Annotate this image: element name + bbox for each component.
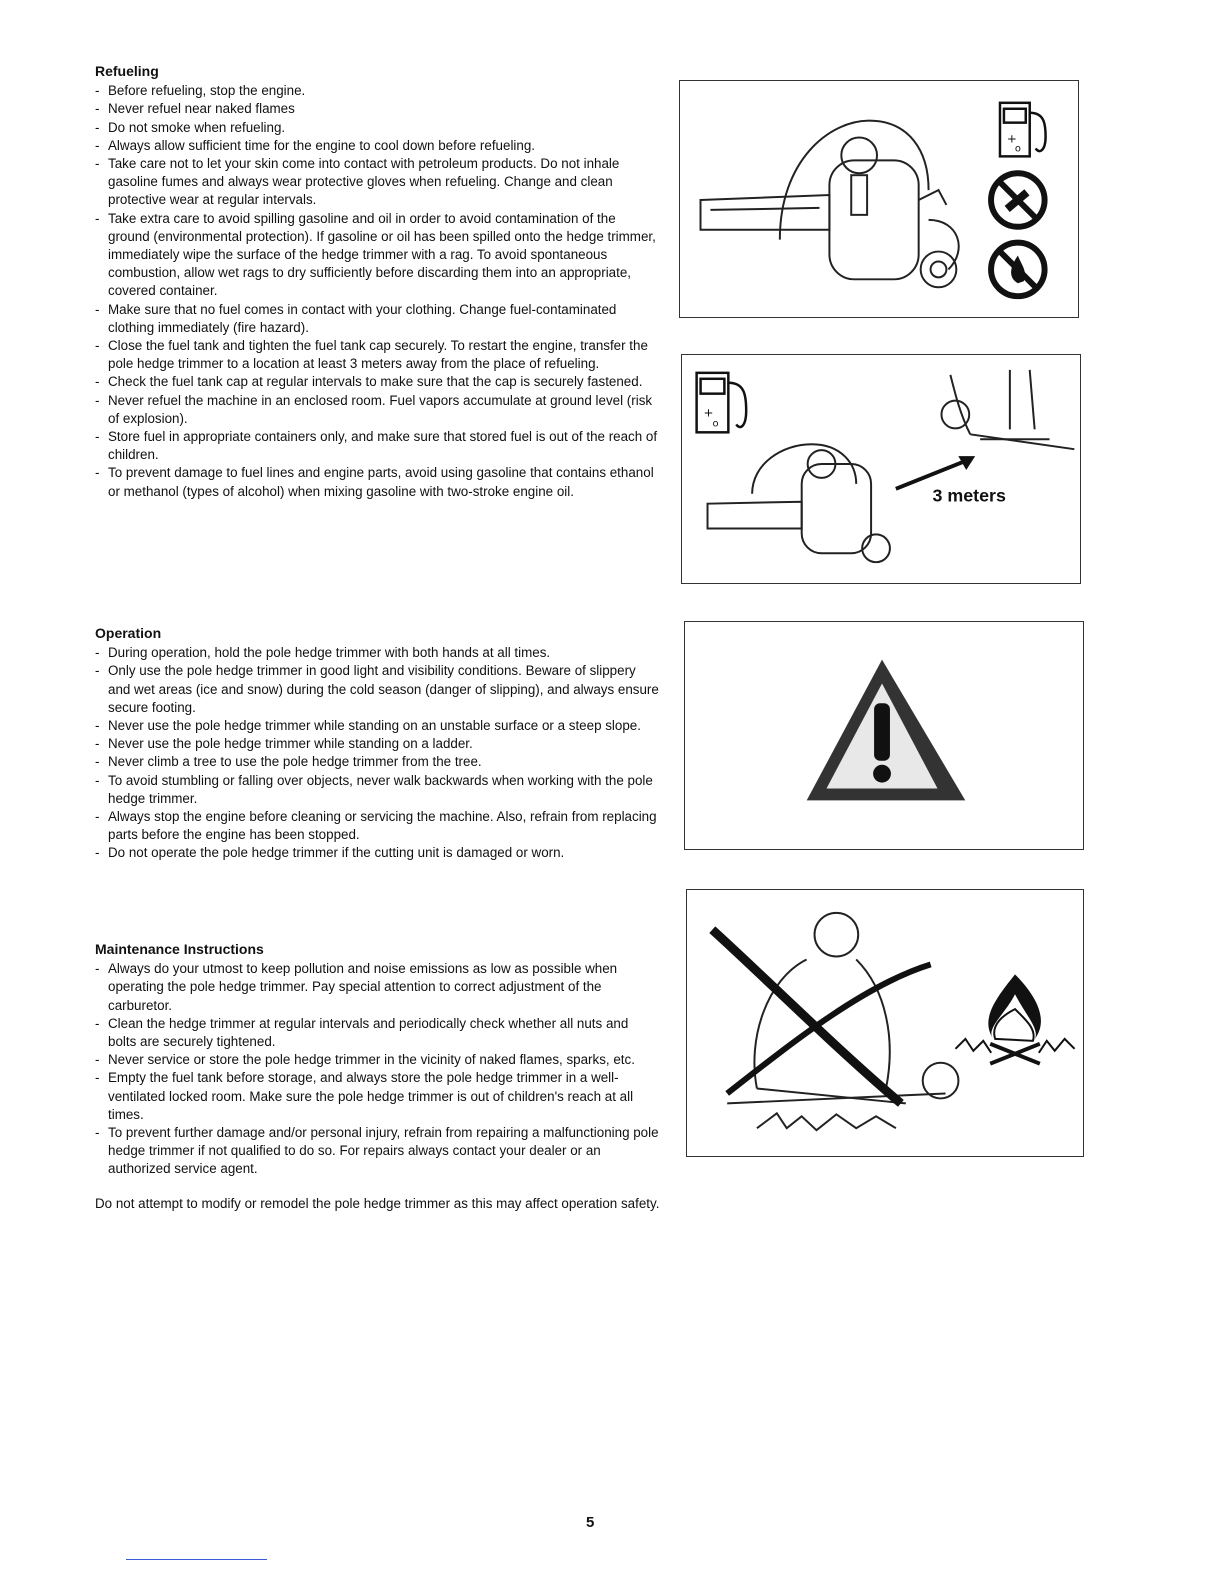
list-item: - Always allow sufficient time for the engine to cool down before refueling. <box>95 137 660 155</box>
engine-illustration <box>708 444 890 562</box>
section-maintenance <box>95 940 660 1213</box>
list-item: - Never refuel the machine in an enclosed room. Fuel vapors accumulate at ground level (risk of explosion). <box>95 392 660 428</box>
warning-triangle-icon <box>807 660 966 801</box>
no-fire-illustration <box>687 890 1083 1156</box>
list-item: - Never service or store the pole hedge trimmer in the vicinity of naked flames, sparks, etc. <box>95 1051 660 1069</box>
list-item: - Do not smoke when refueling. <box>95 119 660 137</box>
list-item: - Clean the hedge trimmer at regular intervals and periodically check whether all nuts and bolts are securely tightened. <box>95 1015 660 1051</box>
engine-illustration <box>701 121 959 288</box>
no-smoking-icon <box>991 173 1045 227</box>
list-item: - Never use the pole hedge trimmer while standing on a ladder. <box>95 735 660 753</box>
list-item: - Store fuel in appropriate containers only, and make sure that stored fuel is out of the reach of children. <box>95 428 660 464</box>
warning-illustration <box>685 622 1083 849</box>
svg-text:+: + <box>1006 131 1017 146</box>
section-heading: Operation <box>95 625 162 641</box>
list-item: - Do not operate the pole hedge trimmer if the cutting unit is damaged or worn. <box>95 844 660 862</box>
fire-icon <box>955 974 1074 1063</box>
list-item: - Take care not to let your skin come into contact with petroleum products. Do not inhale gasoline fumes and always wear protective gloves when refueling. Change and clean protective wear at regular intervals. <box>95 155 660 210</box>
list-item: - Always do your utmost to keep pollution and noise emissions as low as possible when operating the pole hedge trimmer. Pay special attention to correct adjustment of the carburetor. <box>95 960 660 1015</box>
refuel-engine-illustration <box>680 81 1078 317</box>
list-item: - Never refuel near naked flames <box>95 100 660 118</box>
maintenance-list <box>95 960 660 1178</box>
closing-note: Do not attempt to modify or remodel the pole hedge trimmer as this may affect operation safety. <box>95 1195 660 1211</box>
operation-list <box>95 644 660 862</box>
list-item: - Never climb a tree to use the pole hedge trimmer from the tree. <box>95 753 660 771</box>
arrow-icon <box>896 456 975 489</box>
section-heading: Refueling <box>95 63 159 79</box>
list-item: - Never use the pole hedge trimmer while standing on an unstable surface or a steep slope. <box>95 717 660 735</box>
figure-no-fire <box>686 889 1084 1157</box>
kneeling-operator-illustration <box>727 913 958 1130</box>
list-item: - Empty the fuel tank before storage, and always store the pole hedge trimmer in a well-ventilated locked room. Make sure the pole hedge trimmer is out of children's reach at all times. <box>95 1069 660 1124</box>
figure-warning <box>684 621 1084 850</box>
list-item: - Always stop the engine before cleaning or servicing the machine. Also, refrain from replacing parts before the engine has been stopped. <box>95 808 660 844</box>
list-item: - To avoid stumbling or falling over objects, never walk backwards when working with the pole hedge trimmer. <box>95 772 660 808</box>
section-refueling <box>95 62 660 501</box>
cross-out-icon <box>712 930 930 1104</box>
section-operation <box>95 624 660 863</box>
distance-label: 3 meters <box>932 485 1006 506</box>
list-item: - To prevent damage to fuel lines and engine parts, avoid using gasoline that contains ethanol or methanol (types of alcohol) when mixing gasoline with two-stroke engine oil. <box>95 464 660 500</box>
svg-text:+: + <box>703 405 714 420</box>
list-item: - During operation, hold the pole hedge trimmer with both hands at all times. <box>95 644 660 662</box>
refueling-list <box>95 82 660 501</box>
no-open-flame-icon <box>991 243 1045 297</box>
svg-text:o: o <box>712 418 719 430</box>
footer-rule <box>126 1559 267 1560</box>
fuel-pump-icon <box>1000 103 1046 157</box>
list-item: - Take extra care to avoid spilling gasoline and oil in order to avoid contamination of the ground (environmental protection). If gasoline or oil has been spilled onto the hedge trimmer, immediately wipe the surface of the hedge trimmer with a rag. To avoid spontaneous combustion, allow wet rags to dry sufficiently before discarding them into an appropriate, covered container. <box>95 210 660 301</box>
list-item: - Make sure that no fuel comes in contact with your clothing. Change fuel-contaminated clothing immediately (fire hazard). <box>95 301 660 337</box>
list-item: - To prevent further damage and/or personal injury, refrain from repairing a malfunctioning pole hedge trimmer if not qualified to do so. For repairs always contact your dealer or an authorized service agent. <box>95 1124 660 1179</box>
page-number: 5 <box>586 1514 595 1531</box>
svg-text:o: o <box>1014 143 1021 155</box>
list-item: - Close the fuel tank and tighten the fuel tank cap securely. To restart the engine, transfer the pole hedge trimmer to a location at least 3 meters away from the place of refueling. <box>95 337 660 373</box>
list-item: - Before refueling, stop the engine. <box>95 82 660 100</box>
fuel-pump-icon <box>697 373 747 432</box>
figure-distance <box>681 354 1081 584</box>
section-heading: Maintenance Instructions <box>95 941 264 957</box>
list-item: - Only use the pole hedge trimmer in good light and visibility conditions. Beware of slippery and wet areas (ice and snow) during the cold season (danger of slipping), and always ensure secure footing. <box>95 662 660 717</box>
distance-illustration <box>682 355 1080 583</box>
list-item: - Check the fuel tank cap at regular intervals to make sure that the cap is securely fastened. <box>95 373 660 391</box>
person-with-trimmer-illustration <box>941 370 1074 449</box>
figure-refuel-engine <box>679 80 1079 318</box>
